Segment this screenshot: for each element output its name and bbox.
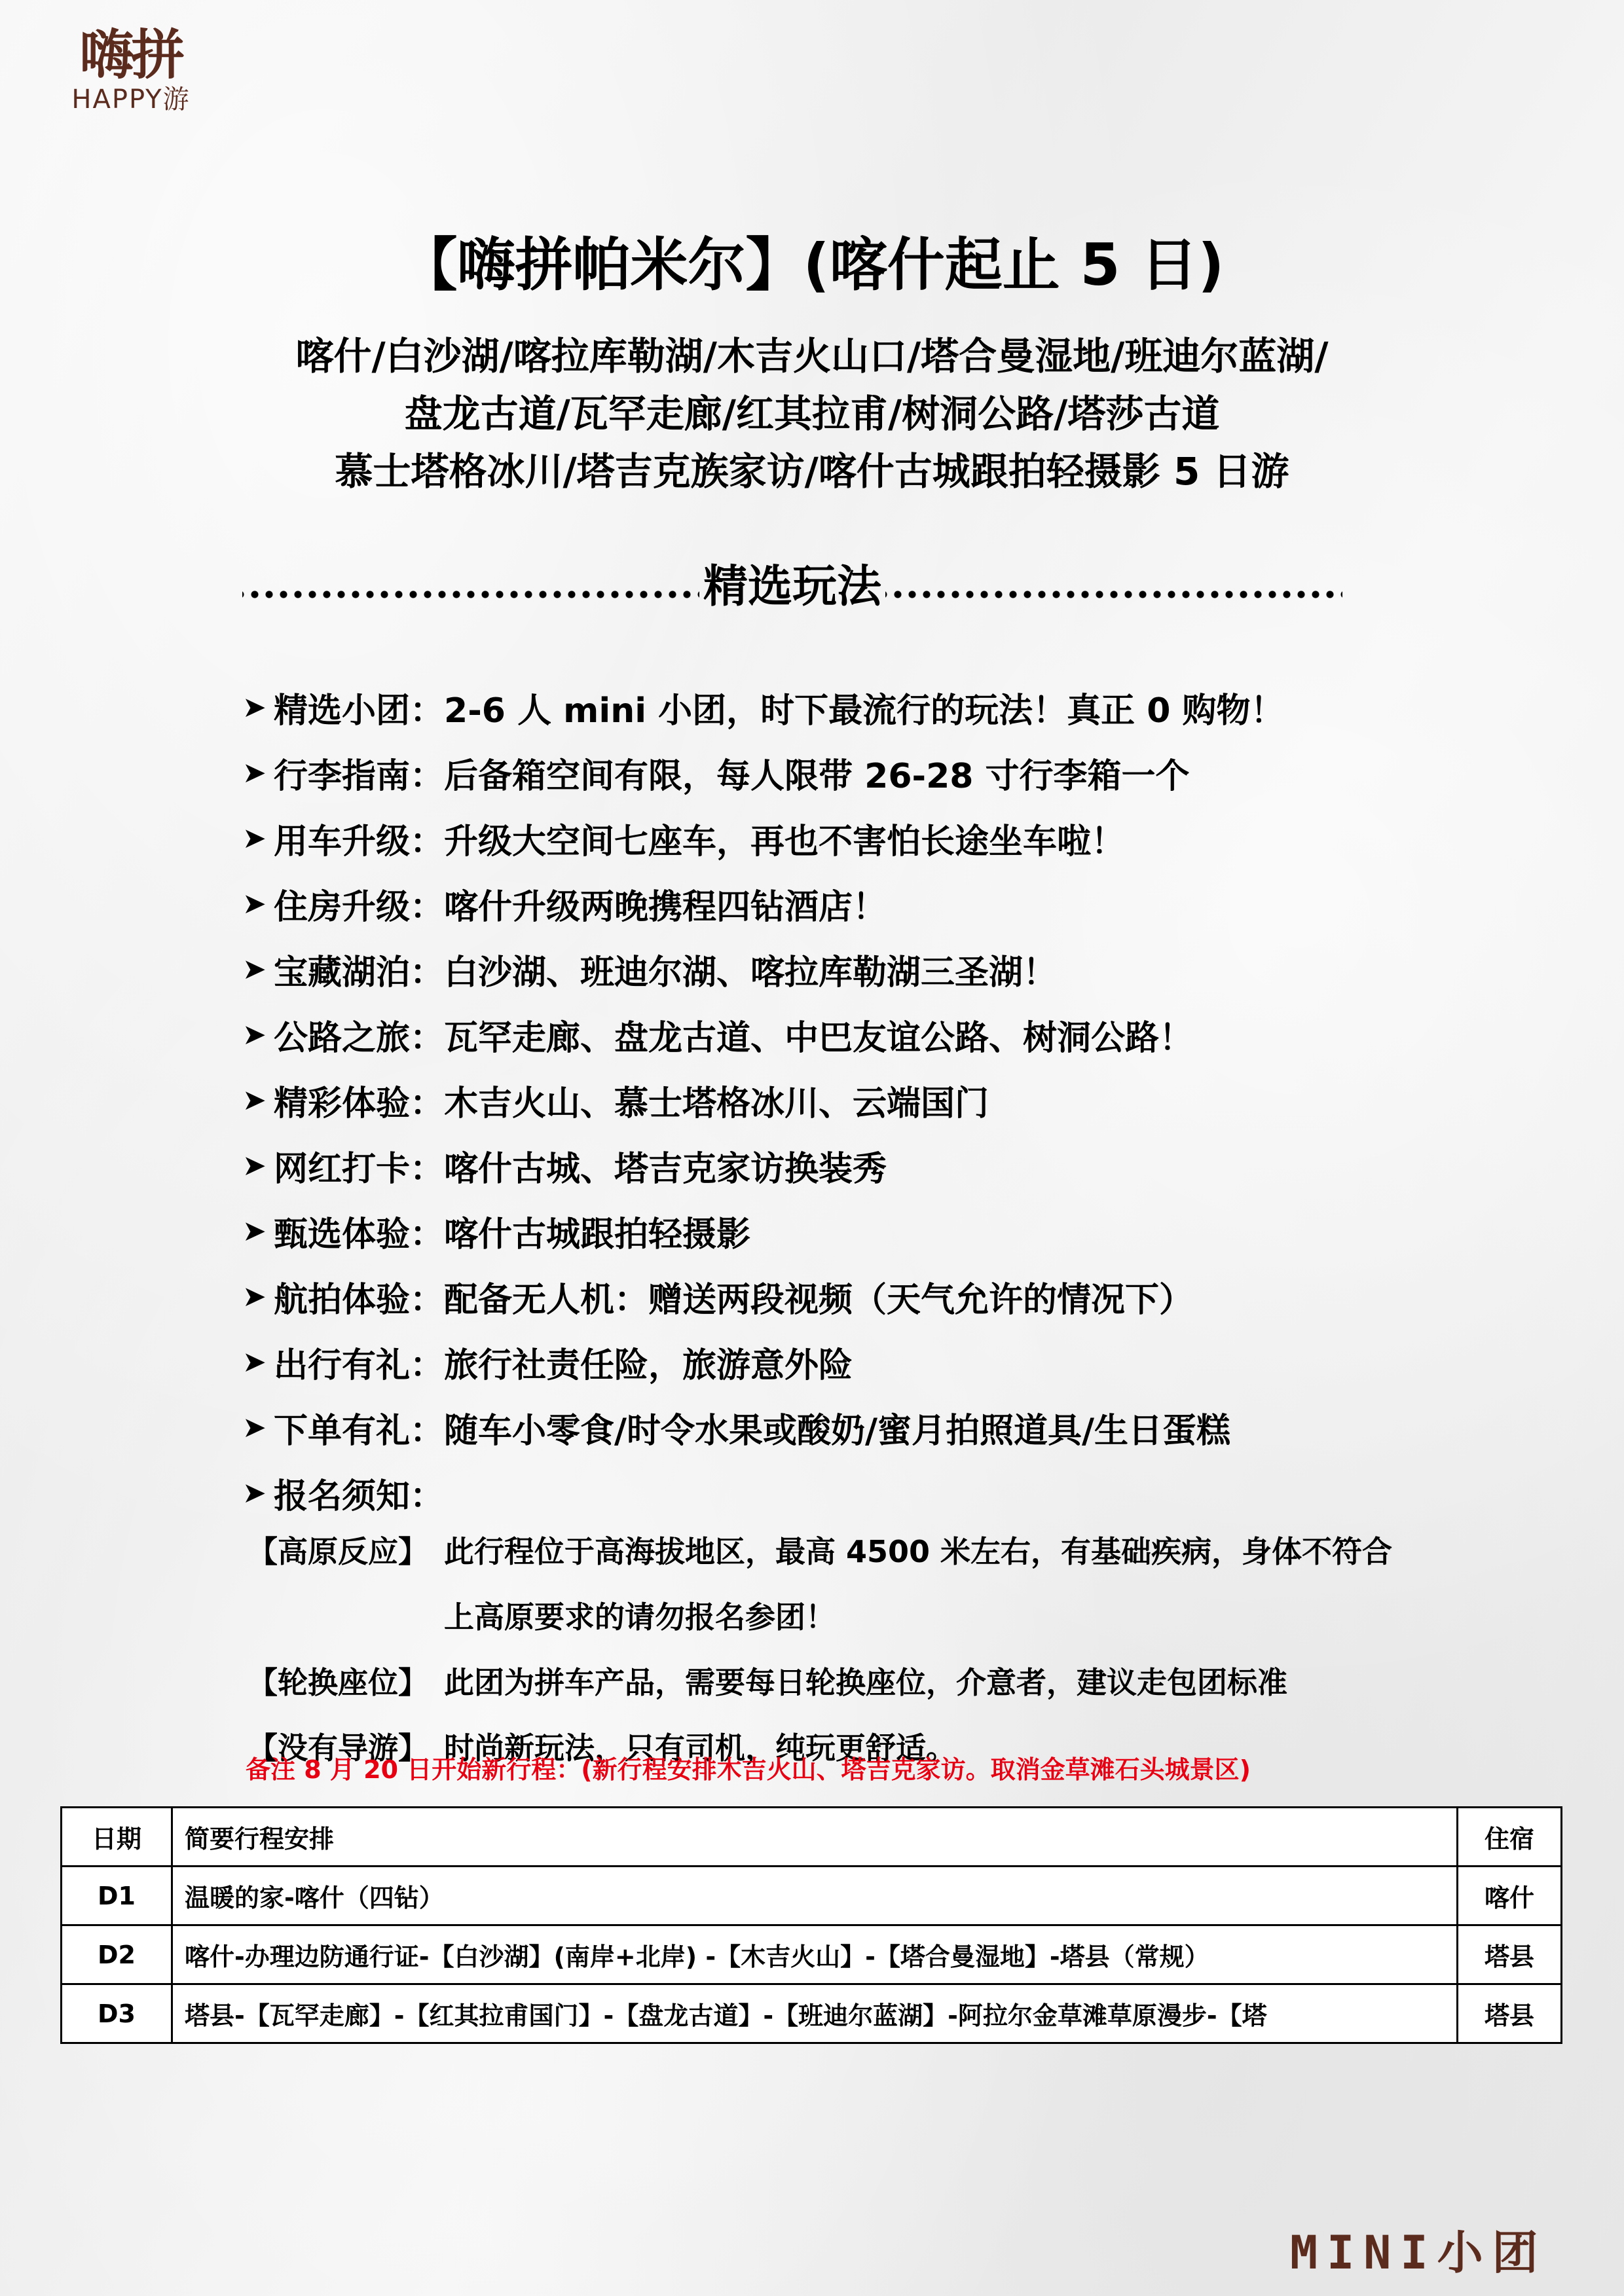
- arrow-bullet-icon: ➤: [242, 1148, 267, 1182]
- feature-label: 精选小团: [274, 691, 411, 731]
- arrow-bullet-icon: ➤: [242, 1083, 267, 1117]
- feature-separator: ：: [410, 1280, 445, 1320]
- arrow-bullet-icon: ➤: [242, 690, 267, 724]
- mini-group-brand: MINI小团: [1290, 2226, 1547, 2280]
- notice-text: 时尚新玩法，只有司机，纯玩更舒适。: [444, 1730, 956, 1766]
- subtitle-line: 喀什/白沙湖/喀拉库勒湖/木吉火山口/塔合曼湿地/班迪尔蓝湖/: [295, 334, 1329, 378]
- feature-label: 精彩体验: [274, 1084, 411, 1123]
- table-row: [62, 1925, 1562, 1984]
- feature-separator: ：: [410, 1018, 445, 1058]
- feature-label: 行李指南: [274, 756, 411, 796]
- notice-item: [248, 1650, 1400, 1715]
- notice-text: 此团为拼车产品，需要每日轮换座位，介意者，建议走包团标准: [444, 1665, 1287, 1700]
- feature-separator: ：: [410, 1214, 445, 1254]
- feature-separator: ：: [410, 1084, 445, 1123]
- header-date: 日期: [62, 1808, 172, 1867]
- feature-label: 宝藏湖泊: [274, 953, 411, 993]
- cell-day: D1: [62, 1867, 172, 1925]
- dotted-rule-right: [885, 590, 1342, 599]
- notice-label: 【没有导游】: [248, 1730, 428, 1766]
- feature-separator: ：: [410, 691, 445, 731]
- feature-label: 公路之旅: [274, 1018, 411, 1058]
- cell-stay: 喀什: [1458, 1867, 1562, 1925]
- logo-main-text: 嗨拼: [79, 24, 182, 86]
- feature-item: [242, 1264, 1421, 1329]
- feature-label: 网红打卡: [274, 1149, 411, 1189]
- feature-item: [242, 936, 1421, 1002]
- feature-item: [242, 674, 1421, 740]
- feature-text: 白沙湖、班迪尔湖、喀拉库勒湖三圣湖！: [444, 953, 1058, 993]
- header-stay: 住宿: [1458, 1808, 1562, 1867]
- cell-plan: 温暖的家-喀什（四钻）: [172, 1867, 1458, 1925]
- feature-item: [242, 1460, 1421, 1525]
- feature-item: [242, 1002, 1421, 1067]
- section-divider: [242, 547, 1342, 619]
- feature-item: [242, 1133, 1421, 1198]
- notice-label: 【轮换座位】: [248, 1665, 428, 1700]
- section-heading: 精选玩法: [703, 560, 882, 613]
- feature-text: 2-6 人 mini 小团，时下最流行的玩法！真正 0 购物！: [444, 691, 1285, 731]
- arrow-bullet-icon: ➤: [242, 1476, 267, 1510]
- cell-day: D3: [62, 1984, 172, 2043]
- feature-label: 住房升级: [274, 887, 411, 927]
- feature-separator: ：: [410, 756, 445, 796]
- arrow-bullet-icon: ➤: [242, 821, 267, 855]
- arrow-bullet-icon: ➤: [242, 1279, 267, 1313]
- brand-logo: [39, 26, 223, 124]
- feature-text: 木吉火山、慕士塔格冰川、云端国门: [444, 1084, 989, 1123]
- arrow-bullet-icon: ➤: [242, 886, 267, 920]
- table-header-row: [62, 1808, 1562, 1867]
- arrow-bullet-icon: ➤: [242, 1345, 267, 1379]
- feature-item: [242, 1198, 1421, 1264]
- arrow-bullet-icon: ➤: [242, 1410, 267, 1444]
- arrow-bullet-icon: ➤: [242, 1214, 267, 1248]
- arrow-bullet-icon: ➤: [242, 1017, 267, 1051]
- feature-item: [242, 1394, 1421, 1460]
- feature-separator: ：: [410, 887, 445, 927]
- cell-day: D2: [62, 1925, 172, 1984]
- feature-text: 后备箱空间有限，每人限带 26-28 寸行李箱一个: [444, 756, 1190, 796]
- dotted-rule-left: [242, 590, 699, 599]
- logo-sub-text: HAPPY游: [71, 84, 191, 115]
- feature-label: 用车升级: [274, 822, 411, 862]
- signup-notices: [248, 1519, 1400, 1781]
- feature-label: 报名须知: [274, 1476, 411, 1516]
- feature-label: 下单有礼: [274, 1411, 411, 1451]
- notice-item: [248, 1519, 1400, 1650]
- subtitle-line: 盘龙古道/瓦罕走廊/红其拉甫/树洞公路/塔莎古道: [404, 392, 1220, 436]
- feature-separator: ：: [410, 953, 445, 993]
- cell-plan: 喀什-办理边防通行证-【白沙湖】(南岸+北岸) -【木吉火山】-【塔合曼湿地】-塔县（常规）: [172, 1925, 1458, 1984]
- schedule-change-remark: 备注 8 月 20 日开始新行程：(新行程安排木吉火山、塔吉克家访。取消金草滩石头城景区): [246, 1755, 1251, 1784]
- feature-item: [242, 740, 1421, 805]
- table-row: [62, 1984, 1562, 2043]
- feature-text: 配备无人机：赠送两段视频（天气允许的情况下）: [444, 1280, 1194, 1320]
- feature-item: [242, 871, 1421, 936]
- feature-text: 升级大空间七座车，再也不害怕长途坐车啦！: [444, 822, 1126, 862]
- feature-separator: ：: [410, 1411, 445, 1451]
- feature-separator: ：: [410, 1476, 445, 1516]
- itinerary-table: [60, 1806, 1562, 2044]
- feature-separator: ：: [410, 822, 445, 862]
- cell-plan: 塔县-【瓦罕走廊】-【红其拉甫国门】-【盘龙古道】-【班迪尔蓝湖】-阿拉尔金草滩草原漫步-【塔: [172, 1984, 1458, 2043]
- route-subtitle: [0, 327, 1624, 500]
- cell-stay: 塔县: [1458, 1984, 1562, 2043]
- arrow-bullet-icon: ➤: [242, 756, 267, 790]
- feature-item: [242, 1067, 1421, 1133]
- subtitle-line: 慕士塔格冰川/塔吉克族家访/喀什古城跟拍轻摄影 5 日游: [335, 449, 1289, 494]
- cell-stay: 塔县: [1458, 1925, 1562, 1984]
- page-title: 【嗨拼帕米尔】(喀什起止 5 日): [399, 231, 1225, 299]
- feature-text: 喀什升级两晚携程四钻酒店！: [444, 887, 887, 927]
- feature-text: 旅行社责任险，旅游意外险: [444, 1345, 853, 1385]
- feature-separator: ：: [410, 1149, 445, 1189]
- notice-label: 【高原反应】: [248, 1534, 428, 1569]
- feature-text: 喀什古城跟拍轻摄影: [444, 1214, 751, 1254]
- feature-label: 航拍体验: [274, 1280, 411, 1320]
- header-plan: 简要行程安排: [172, 1808, 1458, 1867]
- feature-list: [242, 674, 1421, 1525]
- feature-text: 随车小零食/时令水果或酸奶/蜜月拍照道具/生日蛋糕: [444, 1411, 1231, 1451]
- feature-item: [242, 1329, 1421, 1394]
- feature-separator: ：: [410, 1345, 445, 1385]
- feature-label: 甄选体验: [274, 1214, 411, 1254]
- feature-text: 瓦罕走廊、盘龙古道、中巴友谊公路、树洞公路！: [444, 1018, 1194, 1058]
- arrow-bullet-icon: ➤: [242, 952, 267, 986]
- feature-item: [242, 805, 1421, 871]
- feature-text: 喀什古城、塔吉克家访换装秀: [444, 1149, 887, 1189]
- feature-label: 出行有礼: [274, 1345, 411, 1385]
- notice-text: 此行程位于高海拔地区，最高 4500 米左右，有基础疾病，身体不符合上高原要求的请勿报名参团！: [444, 1534, 1393, 1635]
- table-row: [62, 1867, 1562, 1925]
